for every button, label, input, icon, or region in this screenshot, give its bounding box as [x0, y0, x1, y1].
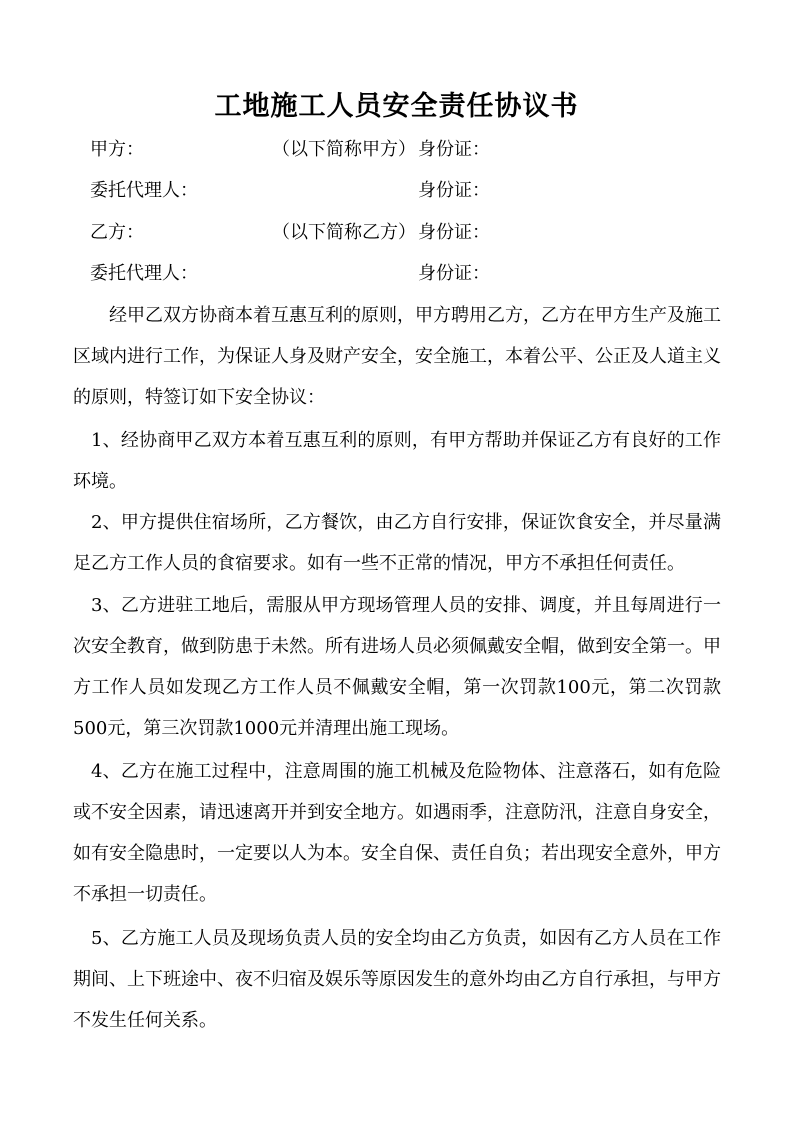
intro-paragraph: 经甲乙双方协商本着互惠互利的原则，甲方聘用乙方，乙方在甲方生产及施工区域内进行工作，为保证人身及财产安全，安全施工，本着公平、公正及人道主义的原则，特签订如下安全协议： — [73, 305, 721, 408]
document-title: 工地施工人员安全责任协议书 — [214, 91, 579, 122]
clause-1: 1、经协商甲乙双方本着互惠互利的原则，有甲方帮助并保证乙方有良好的工作环境。 — [73, 430, 721, 492]
party-b-agent-label: 委托代理人： — [90, 263, 198, 284]
party-a-agent-label: 委托代理人： — [90, 180, 198, 201]
party-b-label: 乙方： — [90, 222, 144, 243]
party-b-line — [90, 219, 730, 247]
party-b-id-label: 身份证： — [418, 222, 490, 243]
party-a-agent-line — [90, 177, 730, 205]
clause-2: 2、甲方提供住宿场所，乙方餐饮，由乙方自行安排，保证饮食安全，并尽量满足乙方工作人员的食宿要求。如有一些不正常的情况，甲方不承担任何责任。 — [73, 512, 721, 574]
party-b-note: （以下简称乙方） — [272, 222, 416, 243]
party-a-line — [90, 136, 730, 164]
party-a-id-label: 身份证： — [418, 139, 490, 160]
party-b-agent-line — [90, 260, 730, 288]
party-a-note: （以下简称甲方） — [272, 139, 416, 160]
party-a-label: 甲方： — [90, 139, 144, 160]
party-b-agent-id-label: 身份证： — [418, 263, 490, 284]
clause-3: 3、乙方进驻工地后，需服从甲方现场管理人员的安排、调度，并且每周进行一次安全教育，做到防患于未然。所有进场人员必须佩戴安全帽，做到安全第一。甲方工作人员如发现乙方工作人员不佩戴安全帽，第一次罚款100元，第二次罚款500元，第三次罚款1000元并清理出施工现场。 — [73, 595, 721, 739]
clause-4: 4、乙方在施工过程中，注意周围的施工机械及危险物体、注意落石，如有危险或不安全因素，请迅速离开并到安全地方。如遇雨季，注意防汛，注意自身安全，如有安全隐患时，一定要以人为本。安全自保、责任自负；若出现安全意外，甲方不承担一切责任。 — [73, 761, 721, 905]
clause-5: 5、乙方施工人员及现场负责人员的安全均由乙方负责，如因有乙方人员在工作期间、上下班途中、夜不归宿及娱乐等原因发生的意外均由乙方自行承担，与甲方不发生任何关系。 — [73, 928, 721, 1031]
party-a-agent-id-label: 身份证： — [418, 180, 490, 201]
